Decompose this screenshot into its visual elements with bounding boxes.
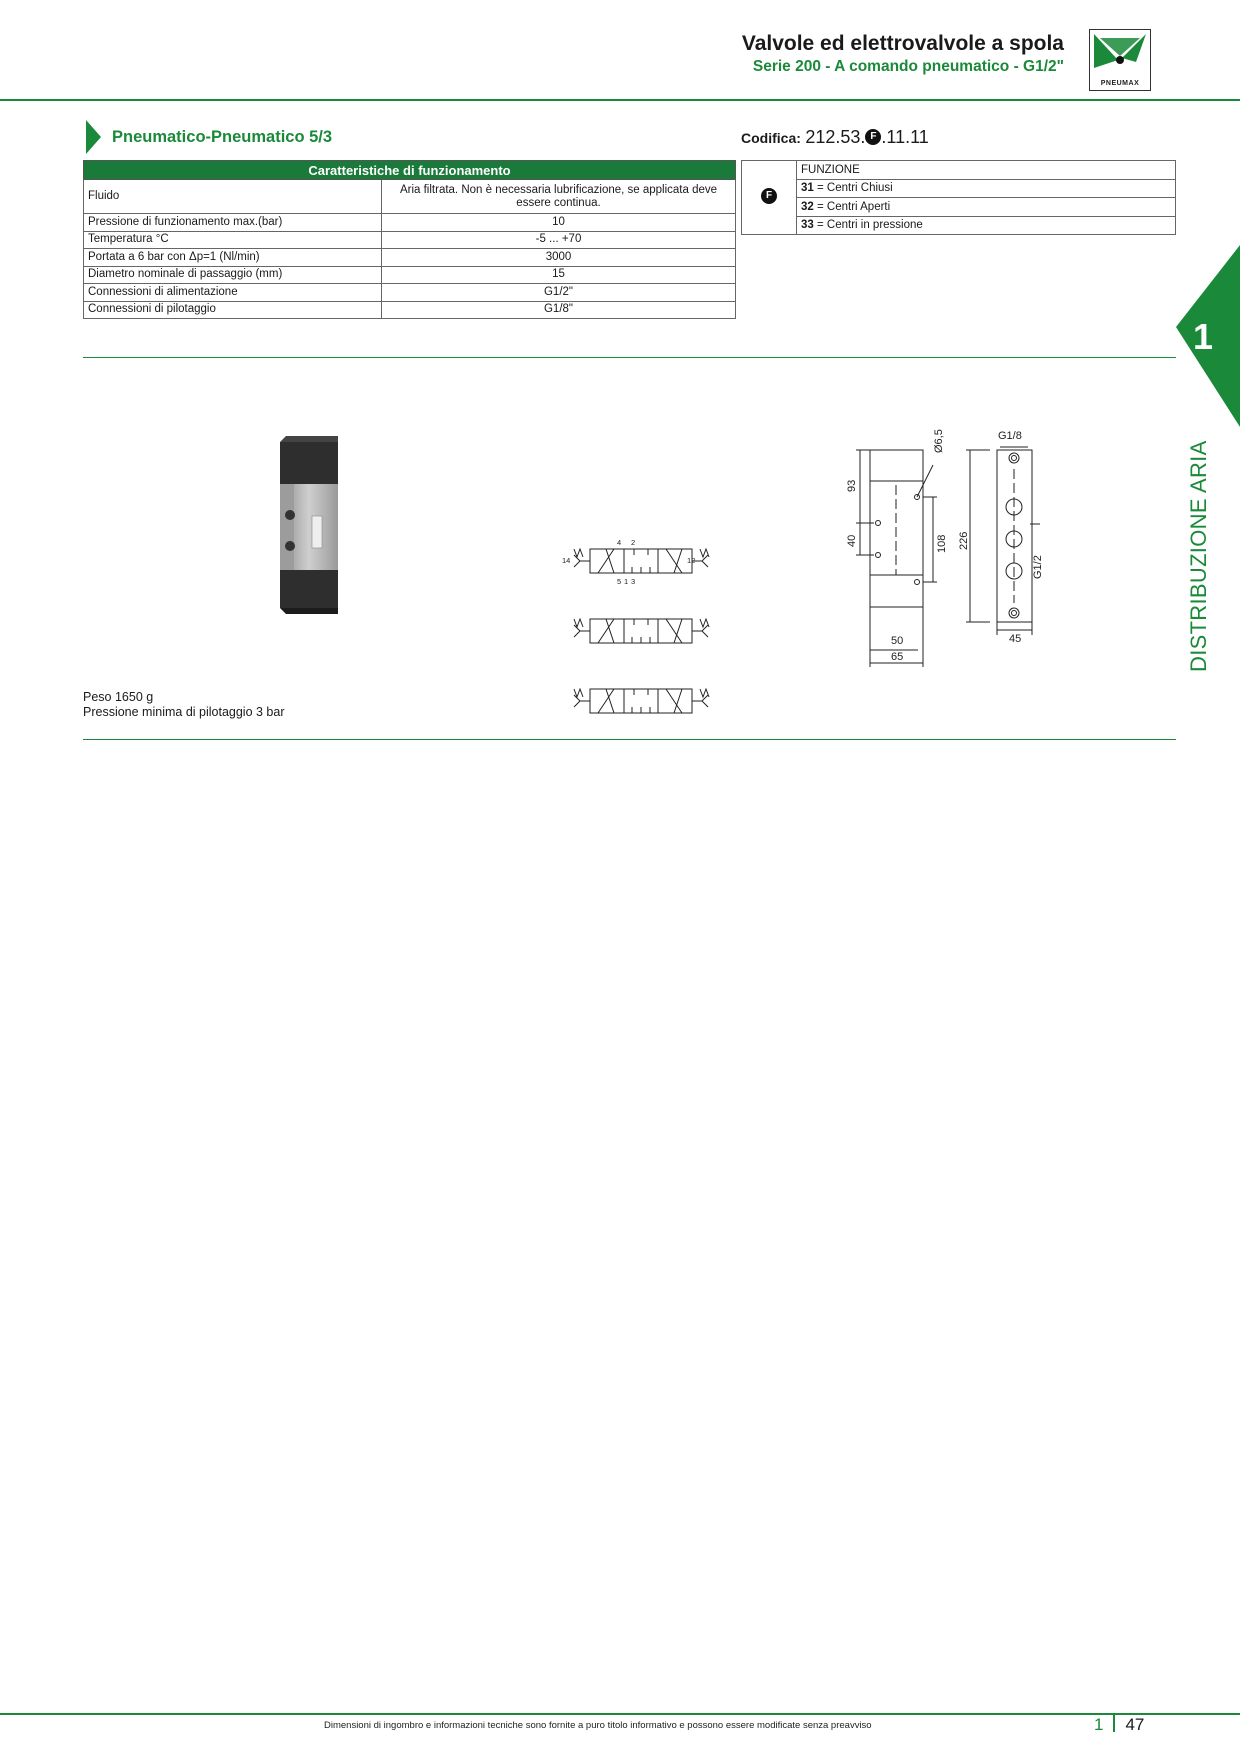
table-row xyxy=(84,266,736,284)
section-rule-top xyxy=(83,357,1176,358)
ordering-code xyxy=(741,127,929,148)
page-subtitle: Serie 200 - A comando pneumatico - G1/2" xyxy=(752,58,1064,75)
table-row xyxy=(742,216,1176,235)
dimension-label: G1/8 xyxy=(998,430,1022,442)
table-row xyxy=(84,180,736,214)
spec-value: G1/8" xyxy=(382,301,736,319)
spec-table-header: Caratteristiche di funzionamento xyxy=(84,161,736,180)
footer-page: 47 xyxy=(1125,1715,1145,1734)
spec-label: Fluido xyxy=(84,180,382,214)
min-pilot-note: Pressione minima di pilotaggio 3 bar xyxy=(83,705,285,719)
function-marker-icon: F xyxy=(761,188,777,204)
function-code: 32 xyxy=(801,200,814,213)
spec-label: Pressione di funzionamento max.(bar) xyxy=(84,214,382,232)
header-rule xyxy=(0,99,1240,101)
spec-label: Connessioni di pilotaggio xyxy=(84,301,382,319)
pilot-label: 12 xyxy=(687,556,696,565)
spec-label: Diametro nominale di passaggio (mm) xyxy=(84,266,382,284)
spec-label: Temperatura °C xyxy=(84,231,382,249)
weight-note: Peso 1650 g xyxy=(83,690,154,704)
dimension-label: 40 xyxy=(846,534,858,547)
function-marker-cell xyxy=(742,161,797,235)
code-suffix: .11.11 xyxy=(881,127,929,147)
table-row xyxy=(742,198,1176,217)
code-marker-icon: F xyxy=(865,129,881,145)
port-label: 2 xyxy=(631,538,636,547)
code-prefix: 212.53. xyxy=(805,127,866,147)
table-row xyxy=(84,214,736,232)
section-rule-bottom xyxy=(83,739,1176,740)
chapter-number: 1 xyxy=(1193,316,1214,357)
pneumax-logo xyxy=(1089,29,1151,91)
table-row xyxy=(84,249,736,267)
function-text: = Centri Aperti xyxy=(813,200,891,213)
spec-value: 10 xyxy=(382,214,736,232)
function-option xyxy=(797,216,1176,235)
table-row xyxy=(742,161,1176,180)
port-label: 3 xyxy=(631,577,636,586)
dimension-label: 50 xyxy=(891,635,904,647)
function-text: = Centri in pressione xyxy=(813,219,923,232)
port-label: 4 xyxy=(617,538,622,547)
dimension-label: 226 xyxy=(958,531,970,550)
spec-value: -5 ... +70 xyxy=(382,231,736,249)
function-option xyxy=(797,179,1176,198)
valve-photo xyxy=(250,436,345,616)
dimension-label: 45 xyxy=(1009,633,1022,645)
dimension-label: 108 xyxy=(936,534,948,553)
logo-text: PNEUMAX xyxy=(1100,80,1140,87)
code-label: Codifica: xyxy=(741,130,801,146)
table-row xyxy=(742,179,1176,198)
function-header: FUNZIONE xyxy=(797,161,1176,180)
symbol-port-labels xyxy=(560,532,720,732)
footer-chapter: 1 xyxy=(1094,1715,1104,1734)
dimension-label: G1/2 xyxy=(1032,555,1044,579)
page-number xyxy=(1094,1715,1144,1735)
spec-label: Connessioni di alimentazione xyxy=(84,284,382,302)
table-row xyxy=(84,284,736,302)
chapter-label: DISTRIBUZIONE ARIA xyxy=(1186,440,1211,672)
footer-divider xyxy=(1113,1715,1115,1732)
pilot-label: 14 xyxy=(562,556,571,565)
section-title: Pneumatico-Pneumatico 5/3 xyxy=(112,128,333,146)
spec-table xyxy=(83,160,736,319)
spec-value: Aria filtrata. Non è necessaria lubrificazione, se applicata deve essere continua. xyxy=(382,180,736,214)
footer-rule xyxy=(0,1713,1240,1715)
dimension-label: 93 xyxy=(846,479,858,492)
port-label: 5 xyxy=(617,577,622,586)
spec-value: 15 xyxy=(382,266,736,284)
function-option xyxy=(797,198,1176,217)
dimension-labels xyxy=(840,425,1060,675)
table-row xyxy=(84,301,736,319)
function-code: 31 xyxy=(801,182,814,195)
section-arrow-icon xyxy=(86,120,101,154)
spec-label: Portata a 6 bar con Δp=1 (Nl/min) xyxy=(84,249,382,267)
port-label: 1 xyxy=(624,577,629,586)
table-row xyxy=(84,231,736,249)
dimension-label: 65 xyxy=(891,651,904,663)
dimension-label: Ø6,5 xyxy=(933,429,945,453)
footer-disclaimer: Dimensioni di ingombro e informazioni tecniche sono fornite a puro titolo informativo e possono essere modificate senza preavviso xyxy=(324,1720,872,1731)
spec-value: G1/2" xyxy=(382,284,736,302)
page-title: Valvole ed elettrovalvole a spola xyxy=(741,32,1064,55)
function-text: = Centri Chiusi xyxy=(813,182,893,195)
spec-value: 3000 xyxy=(382,249,736,267)
function-table xyxy=(741,160,1176,235)
function-code: 33 xyxy=(801,219,814,232)
